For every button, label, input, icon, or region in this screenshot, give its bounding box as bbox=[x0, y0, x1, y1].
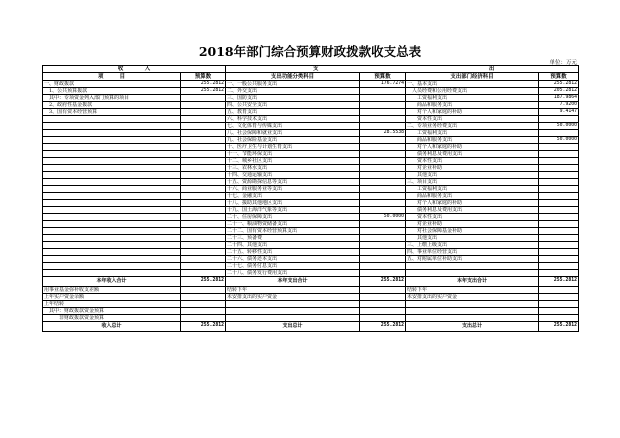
income-item bbox=[43, 199, 181, 206]
econ-subject-item: 其他支出 bbox=[406, 234, 539, 241]
income-item bbox=[43, 178, 181, 185]
econ-subject-value: 50.0000 bbox=[539, 136, 579, 143]
func-subject-item: 四、公共安全支出 bbox=[226, 101, 360, 108]
func-subject-value bbox=[360, 199, 406, 206]
func-subject-item: 五、教育支出 bbox=[226, 108, 360, 115]
func-subject-item: 十七、金融支出 bbox=[226, 192, 360, 199]
econ-subject-item: 资本性支出 bbox=[406, 213, 539, 220]
econ-subject-item: 三、上缴上级支出 bbox=[406, 241, 539, 248]
table-row bbox=[43, 129, 579, 136]
econ-subject-value bbox=[539, 115, 579, 122]
func-subject-item bbox=[226, 307, 360, 314]
income-total-value: 255.2812 bbox=[181, 276, 226, 286]
income-item bbox=[43, 143, 181, 150]
income-item bbox=[43, 122, 181, 129]
func-subject-value bbox=[360, 220, 406, 227]
func-subject-item: 十三、农林水支出 bbox=[226, 164, 360, 171]
table-row bbox=[43, 150, 579, 157]
income-value bbox=[181, 143, 226, 150]
table-row bbox=[43, 286, 579, 293]
income-value bbox=[181, 227, 226, 234]
func-subject-item: 二十六、债务还本支出 bbox=[226, 255, 360, 262]
func-subject-value: 28.5538 bbox=[360, 129, 406, 136]
econ-subject-item: 其他支出 bbox=[406, 171, 539, 178]
econ-subject-value bbox=[539, 164, 579, 171]
income-item bbox=[43, 234, 181, 241]
func-subject-item: 七、文化体育与传媒支出 bbox=[226, 122, 360, 129]
econ-subject-value bbox=[539, 157, 579, 164]
expense-total-value: 255.2812 bbox=[360, 321, 406, 331]
table-row bbox=[43, 108, 579, 115]
econ-subject-value: 50.0000 bbox=[539, 122, 579, 129]
econ-total-value: 255.2812 bbox=[539, 321, 579, 331]
func-subject-value bbox=[360, 262, 406, 269]
econ-subject-item: 五、对附属单位补助支出 bbox=[406, 255, 539, 262]
func-subject-value bbox=[360, 101, 406, 108]
income-item bbox=[43, 269, 181, 276]
func-subject-item: 二十八、债务发行费用支出 bbox=[226, 269, 360, 276]
econ-subject-value bbox=[539, 206, 579, 213]
econ-subject-item: 商品和服务支出 bbox=[406, 136, 539, 143]
econ-subject-item: 对个人和家庭的补助 bbox=[406, 199, 539, 206]
func-subject-item: 二十三、预备费 bbox=[226, 234, 360, 241]
func-subject-item: 二十一、粮油物资储备支出 bbox=[226, 220, 360, 227]
econ-subject-item: 工资福利支出 bbox=[406, 94, 539, 101]
income-item bbox=[43, 241, 181, 248]
econ-subject-value bbox=[539, 213, 579, 220]
econ-subject-item bbox=[406, 300, 539, 307]
unit-label: 单位：万元 bbox=[549, 60, 577, 66]
func-subject-value: 50.0000 bbox=[360, 213, 406, 220]
econ-subject-item: 人员经费和公用经费支出 bbox=[406, 87, 539, 94]
income-value bbox=[181, 164, 226, 171]
func-subject-item: 二十五、转移性支出 bbox=[226, 248, 360, 255]
income-item: 1、公共预算拨款 bbox=[43, 87, 181, 94]
func-subject-value bbox=[360, 136, 406, 143]
table-row bbox=[43, 87, 579, 94]
econ-subject-item bbox=[406, 262, 539, 269]
func-subject-item: 九、社会保险基金支出 bbox=[226, 136, 360, 143]
income-item: 一、财政拨款 bbox=[43, 80, 181, 87]
econ-subject-item bbox=[406, 314, 539, 321]
income-item bbox=[43, 192, 181, 199]
func-subject-item: 十六、商业服务业等支出 bbox=[226, 185, 360, 192]
func-subject-value bbox=[360, 143, 406, 150]
income-value bbox=[181, 150, 226, 157]
func-subject-value bbox=[360, 314, 406, 321]
column-header-row bbox=[43, 73, 579, 80]
table-row bbox=[43, 192, 579, 199]
func-subject-value bbox=[360, 87, 406, 94]
income-value bbox=[181, 293, 226, 300]
table-row bbox=[43, 213, 579, 220]
econ-subject-item: 对个人和家庭的补助 bbox=[406, 108, 539, 115]
income-item bbox=[43, 150, 181, 157]
income-item bbox=[43, 136, 181, 143]
func-subject-value bbox=[360, 178, 406, 185]
econ-subject-value bbox=[539, 150, 579, 157]
func-subject-value bbox=[360, 94, 406, 101]
func-subject-item: 结转下年 bbox=[226, 286, 360, 293]
func-subject-item: 十一、节能环保支出 bbox=[226, 150, 360, 157]
income-item: 上年实户资金余额 bbox=[43, 293, 181, 300]
econ-subject-value bbox=[539, 286, 579, 293]
func-subject-item: 二十七、债务付息支出 bbox=[226, 262, 360, 269]
income-value bbox=[181, 314, 226, 321]
econ-subject-value bbox=[539, 227, 579, 234]
table-row bbox=[43, 178, 579, 185]
income-value bbox=[181, 248, 226, 255]
func-subject-value bbox=[360, 255, 406, 262]
income-item bbox=[43, 157, 181, 164]
econ-subject-value: 205.2812 bbox=[539, 87, 579, 94]
income-total-value: 255.2812 bbox=[181, 321, 226, 331]
func-subject-value bbox=[360, 227, 406, 234]
table-row bbox=[43, 241, 579, 248]
income-item bbox=[43, 213, 181, 220]
income-item: 3、国有资本经营预算 bbox=[43, 108, 181, 115]
func-subject-value bbox=[360, 269, 406, 276]
econ-subject-header: 支出部门经济科目 bbox=[406, 73, 539, 80]
econ-subject-item: 结转下年 bbox=[406, 286, 539, 293]
econ-subject-item: 对企业补助 bbox=[406, 164, 539, 171]
income-item bbox=[43, 164, 181, 171]
income-value bbox=[181, 136, 226, 143]
econ-subject-item: 债务利息及费用支出 bbox=[406, 206, 539, 213]
func-subject-item: 十五、资源勘探信息等支出 bbox=[226, 178, 360, 185]
table-row bbox=[43, 248, 579, 255]
econ-subject-item: 未安排支出的实户资金 bbox=[406, 293, 539, 300]
table-row bbox=[43, 234, 579, 241]
table-row bbox=[43, 157, 579, 164]
income-item bbox=[43, 129, 181, 136]
econ-subject-item: 资本性支出 bbox=[406, 115, 539, 122]
table-row bbox=[43, 262, 579, 269]
income-value bbox=[181, 255, 226, 262]
econ-subject-item: 一、基本支出 bbox=[406, 80, 539, 87]
grand-total-row bbox=[43, 321, 579, 331]
income-item: 其中：财政拨款资金预算 bbox=[43, 307, 181, 314]
income-value bbox=[181, 178, 226, 185]
func-subject-header: 支出功能分类科目 bbox=[226, 73, 360, 80]
expense-total-value: 255.2812 bbox=[360, 276, 406, 286]
expense-total-label: 本年支出合计 bbox=[226, 276, 360, 286]
income-value bbox=[181, 185, 226, 192]
econ-subject-value bbox=[539, 307, 579, 314]
table-row bbox=[43, 171, 579, 178]
income-value bbox=[181, 300, 226, 307]
income-value bbox=[181, 122, 226, 129]
econ-subject-item: 商品和服务支出 bbox=[406, 192, 539, 199]
func-subject-item bbox=[226, 314, 360, 321]
econ-subject-value: 187.9864 bbox=[539, 94, 579, 101]
income-item: 2、政府性基金拨款 bbox=[43, 101, 181, 108]
table-row bbox=[43, 293, 579, 300]
table-row bbox=[43, 164, 579, 171]
budget-header: 预算数 bbox=[181, 73, 226, 80]
income-value bbox=[181, 213, 226, 220]
econ-subject-item: 对个人和家庭的补助 bbox=[406, 143, 539, 150]
econ-subject-value bbox=[539, 185, 579, 192]
econ-total-value: 255.2812 bbox=[539, 276, 579, 286]
func-subject-value bbox=[360, 286, 406, 293]
func-subject-item: 十八、援助其他地区支出 bbox=[226, 199, 360, 206]
func-subject-value bbox=[360, 164, 406, 171]
econ-subject-value bbox=[539, 192, 579, 199]
econ-subject-value bbox=[539, 314, 579, 321]
income-item: 上年结转 bbox=[43, 300, 181, 307]
func-subject-item: 一、一般公共服务支出 bbox=[226, 80, 360, 87]
income-value bbox=[181, 129, 226, 136]
econ-subject-value bbox=[539, 293, 579, 300]
income-item bbox=[43, 171, 181, 178]
econ-subject-item: 商品和服务支出 bbox=[406, 101, 539, 108]
income-value bbox=[181, 171, 226, 178]
income-value bbox=[181, 157, 226, 164]
section-header-row bbox=[43, 66, 579, 73]
table-row bbox=[43, 206, 579, 213]
budget-header: 预算数 bbox=[539, 73, 579, 80]
income-item: 其中：专项资金列入部门预算的项目 bbox=[43, 94, 181, 101]
income-item: 非财政拨款资金预算 bbox=[43, 314, 181, 321]
func-subject-value bbox=[360, 150, 406, 157]
income-value bbox=[181, 269, 226, 276]
table-row bbox=[43, 255, 579, 262]
item-header: 项 目 bbox=[43, 73, 181, 80]
income-item bbox=[43, 227, 181, 234]
budget-header: 预算数 bbox=[360, 73, 406, 80]
income-value bbox=[181, 115, 226, 122]
func-subject-item: 八、社会保障和就业支出 bbox=[226, 129, 360, 136]
income-value bbox=[181, 262, 226, 269]
income-item bbox=[43, 255, 181, 262]
table-row bbox=[43, 122, 579, 129]
table-row bbox=[43, 269, 579, 276]
func-subject-value bbox=[360, 192, 406, 199]
econ-subject-value bbox=[539, 171, 579, 178]
econ-subject-item bbox=[406, 269, 539, 276]
func-subject-value bbox=[360, 122, 406, 129]
table-row bbox=[43, 94, 579, 101]
func-subject-item: 二、外交支出 bbox=[226, 87, 360, 94]
econ-subject-item: 二、专项业务经费支出 bbox=[406, 122, 539, 129]
econ-subject-value bbox=[539, 262, 579, 269]
func-subject-value bbox=[360, 171, 406, 178]
table-row bbox=[43, 136, 579, 143]
econ-subject-value bbox=[539, 178, 579, 185]
econ-subject-item: 工资福利支出 bbox=[406, 129, 539, 136]
func-subject-item: 二十、住房保障支出 bbox=[226, 213, 360, 220]
income-value bbox=[181, 286, 226, 293]
income-section-header: 收 入 bbox=[43, 66, 226, 73]
func-subject-item: 未安排支出的实户资金 bbox=[226, 293, 360, 300]
page-title: 2018年部门综合预算财政拨款收支总表 bbox=[198, 44, 422, 59]
func-subject-value bbox=[360, 115, 406, 122]
func-subject-item: 十四、交通运输支出 bbox=[226, 171, 360, 178]
func-subject-item: 二十四、其他支出 bbox=[226, 241, 360, 248]
econ-subject-value: 9.4147 bbox=[539, 108, 579, 115]
econ-subject-item bbox=[406, 307, 539, 314]
func-subject-item: 十、医疗卫生与计划生育支出 bbox=[226, 143, 360, 150]
table-row bbox=[43, 227, 579, 234]
table-row bbox=[43, 101, 579, 108]
func-subject-item: 十二、城乡社区支出 bbox=[226, 157, 360, 164]
econ-subject-item: 债务利息及费用支出 bbox=[406, 150, 539, 157]
expense-section-header-right: 出 bbox=[406, 66, 579, 73]
income-value bbox=[181, 241, 226, 248]
expense-total-label: 支出总计 bbox=[226, 321, 360, 331]
income-value: 255.2812 bbox=[181, 87, 226, 94]
budget-table bbox=[42, 65, 579, 332]
income-value bbox=[181, 206, 226, 213]
econ-subject-item: 对社会保障基金补助 bbox=[406, 227, 539, 234]
income-value bbox=[181, 108, 226, 115]
table-row bbox=[43, 80, 579, 87]
econ-total-label: 本年支出合计 bbox=[406, 276, 539, 286]
expense-section-header-left: 支 bbox=[226, 66, 406, 73]
income-value bbox=[181, 199, 226, 206]
econ-total-label: 支出总计 bbox=[406, 321, 539, 331]
income-item bbox=[43, 248, 181, 255]
table-row bbox=[43, 199, 579, 206]
func-subject-value bbox=[360, 293, 406, 300]
func-subject-value bbox=[360, 157, 406, 164]
func-subject-value: 176.7274 bbox=[360, 80, 406, 87]
func-subject-value bbox=[360, 206, 406, 213]
econ-subject-value bbox=[539, 248, 579, 255]
func-subject-value bbox=[360, 241, 406, 248]
income-value bbox=[181, 307, 226, 314]
func-subject-value bbox=[360, 248, 406, 255]
econ-subject-value bbox=[539, 234, 579, 241]
func-subject-value bbox=[360, 234, 406, 241]
income-total-label: 本年收入合计 bbox=[43, 276, 181, 286]
econ-subject-value bbox=[539, 199, 579, 206]
income-item bbox=[43, 262, 181, 269]
income-total-label: 收入总计 bbox=[43, 321, 181, 331]
income-value bbox=[181, 101, 226, 108]
table-row bbox=[43, 115, 579, 122]
econ-subject-value bbox=[539, 129, 579, 136]
income-item: 用事业基金弥补收支差额 bbox=[43, 286, 181, 293]
income-value: 255.2812 bbox=[181, 80, 226, 87]
table-row bbox=[43, 185, 579, 192]
func-subject-item bbox=[226, 300, 360, 307]
table-row bbox=[43, 314, 579, 321]
econ-subject-value bbox=[539, 143, 579, 150]
income-value bbox=[181, 234, 226, 241]
econ-subject-value: 255.2812 bbox=[539, 80, 579, 87]
table-row bbox=[43, 307, 579, 314]
func-subject-item: 十九、国土海洋气象等支出 bbox=[226, 206, 360, 213]
econ-subject-value bbox=[539, 220, 579, 227]
income-value bbox=[181, 220, 226, 227]
func-subject-item: 二十二、国有资本经营预算支出 bbox=[226, 227, 360, 234]
income-item bbox=[43, 220, 181, 227]
econ-subject-value bbox=[539, 269, 579, 276]
func-subject-value bbox=[360, 185, 406, 192]
econ-subject-item: 三、项目支出 bbox=[406, 178, 539, 185]
econ-subject-item: 工资福利支出 bbox=[406, 185, 539, 192]
econ-subject-item: 四、事业单位经营支出 bbox=[406, 248, 539, 255]
func-subject-item: 六、科学技术支出 bbox=[226, 115, 360, 122]
table-row bbox=[43, 220, 579, 227]
func-subject-value bbox=[360, 300, 406, 307]
income-item bbox=[43, 115, 181, 122]
income-item bbox=[43, 206, 181, 213]
table-row bbox=[43, 143, 579, 150]
income-value bbox=[181, 192, 226, 199]
income-item bbox=[43, 185, 181, 192]
func-subject-value bbox=[360, 108, 406, 115]
econ-subject-item: 对企业补助 bbox=[406, 220, 539, 227]
econ-subject-value: 7.9200 bbox=[539, 101, 579, 108]
econ-subject-value bbox=[539, 300, 579, 307]
table-row bbox=[43, 300, 579, 307]
income-value bbox=[181, 94, 226, 101]
econ-subject-value bbox=[539, 241, 579, 248]
func-subject-value bbox=[360, 307, 406, 314]
econ-subject-value bbox=[539, 255, 579, 262]
year-total-row bbox=[43, 276, 579, 286]
econ-subject-item: 资本性支出 bbox=[406, 157, 539, 164]
func-subject-item: 三、国防支出 bbox=[226, 94, 360, 101]
